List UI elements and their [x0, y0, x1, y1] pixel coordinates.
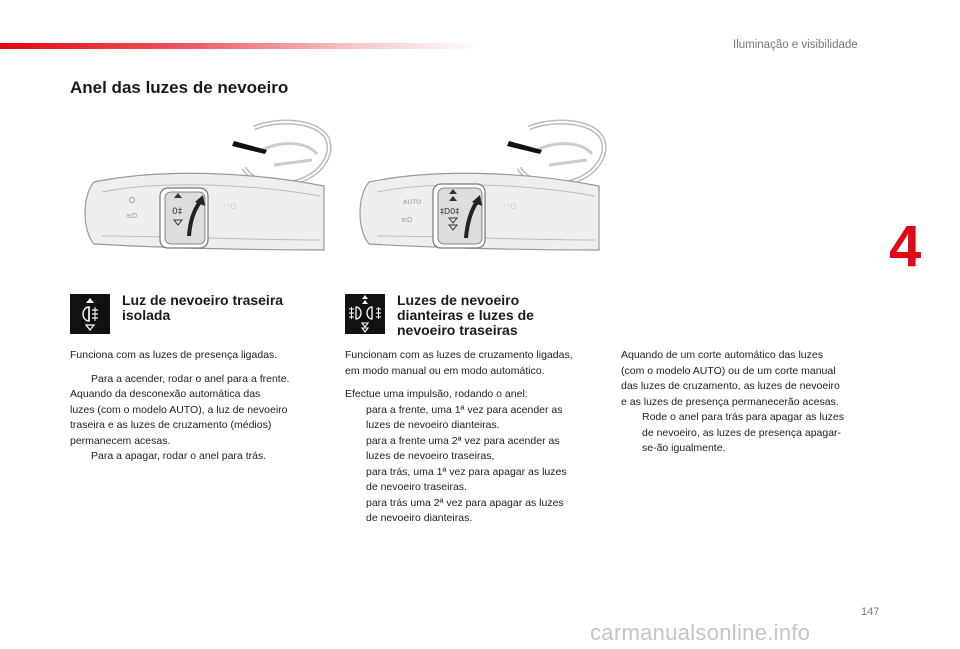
stalk-illustration-front-rear-fog — [347, 110, 609, 260]
bullet-item: Rode o anel para trás para apagar as luzes de nevoeiro, as luzes de presença apagar- se-ão igualmente. — [642, 411, 844, 454]
text-line: e as luzes de presença permanecerão acesas. — [621, 395, 839, 408]
intro-text: Funciona com as luzes de presença ligadas. — [70, 349, 278, 361]
column-1-text — [70, 348, 332, 465]
text-line: Efectue uma impulsão, rodando o anel: — [345, 388, 528, 400]
chapter-number: 4 — [889, 214, 922, 279]
column-2-text — [345, 348, 607, 527]
bullet-item: Para a acender, rodar o anel para a frente. — [91, 372, 290, 385]
header-accent-bar — [0, 43, 480, 49]
text-line: traseira e as luzes de cruzamento (médios) — [70, 419, 272, 431]
text-line: Funcionam com as luzes de cruzamento ligadas, — [345, 349, 573, 361]
stalk-illustration-rear-fog — [72, 110, 334, 260]
front-rear-fog-light-icon — [345, 294, 385, 334]
svg-text:0‡: 0‡ — [172, 207, 183, 217]
text-line: em modo manual ou em modo automático. — [345, 364, 545, 377]
text-line: permanecem acesas. — [70, 434, 171, 447]
auto-label: AUTO — [403, 198, 422, 206]
page-number: 147 — [861, 606, 880, 618]
section-title: Iluminação e visibilidade — [733, 39, 858, 51]
heading-line: nevoeiro traseiras — [397, 322, 518, 338]
heading-line: isolada — [122, 307, 171, 323]
rear-fog-light-icon — [70, 294, 110, 334]
heading-rear-fog — [122, 293, 283, 323]
svg-text:◦◦○: ◦◦○ — [502, 202, 517, 210]
svg-text:≡D: ≡D — [401, 216, 413, 224]
column-3-text — [621, 348, 883, 457]
text-line: Aquando da desconexão automática das — [70, 388, 261, 400]
heading-line: dianteiras e luzes de — [397, 307, 534, 323]
bullet-item: para a frente, uma 1ª vez para acender as luzes de nevoeiro dianteiras. — [366, 403, 563, 431]
heading-line: Luzes de nevoeiro — [397, 292, 520, 308]
bullet-item: Para a apagar, rodar o anel para trás. — [91, 450, 267, 462]
watermark: carmanualsonline.info — [590, 620, 811, 645]
text-line: das luzes de cruzamento, as luzes de nevoeiro — [621, 380, 840, 392]
svg-text:‡D0‡: ‡D0‡ — [440, 207, 460, 216]
svg-text:≡D: ≡D — [126, 212, 138, 220]
text-line: luzes (com o modelo AUTO), a luz de nevoeiro — [70, 403, 288, 416]
text-line: Aquando de um corte automático das luzes — [621, 349, 823, 361]
bullet-item: para trás, uma 1ª vez para apagar as luzes de nevoeiro traseiras. — [366, 465, 567, 493]
svg-text:◦◦○: ◦◦○ — [222, 202, 237, 210]
heading-line: Luz de nevoeiro traseira — [122, 292, 284, 308]
bullet-item: para trás uma 2ª vez para apagar as luzes de nevoeiro dianteiras. — [366, 496, 564, 524]
heading-front-rear-fog — [397, 293, 534, 338]
text-line: (com o modelo AUTO) ou de um corte manual — [621, 364, 836, 377]
bullet-item: para a frente uma 2ª vez para acender as luzes de nevoeiro traseiras, — [366, 434, 560, 462]
page-title: Anel das luzes de nevoeiro — [70, 78, 289, 97]
